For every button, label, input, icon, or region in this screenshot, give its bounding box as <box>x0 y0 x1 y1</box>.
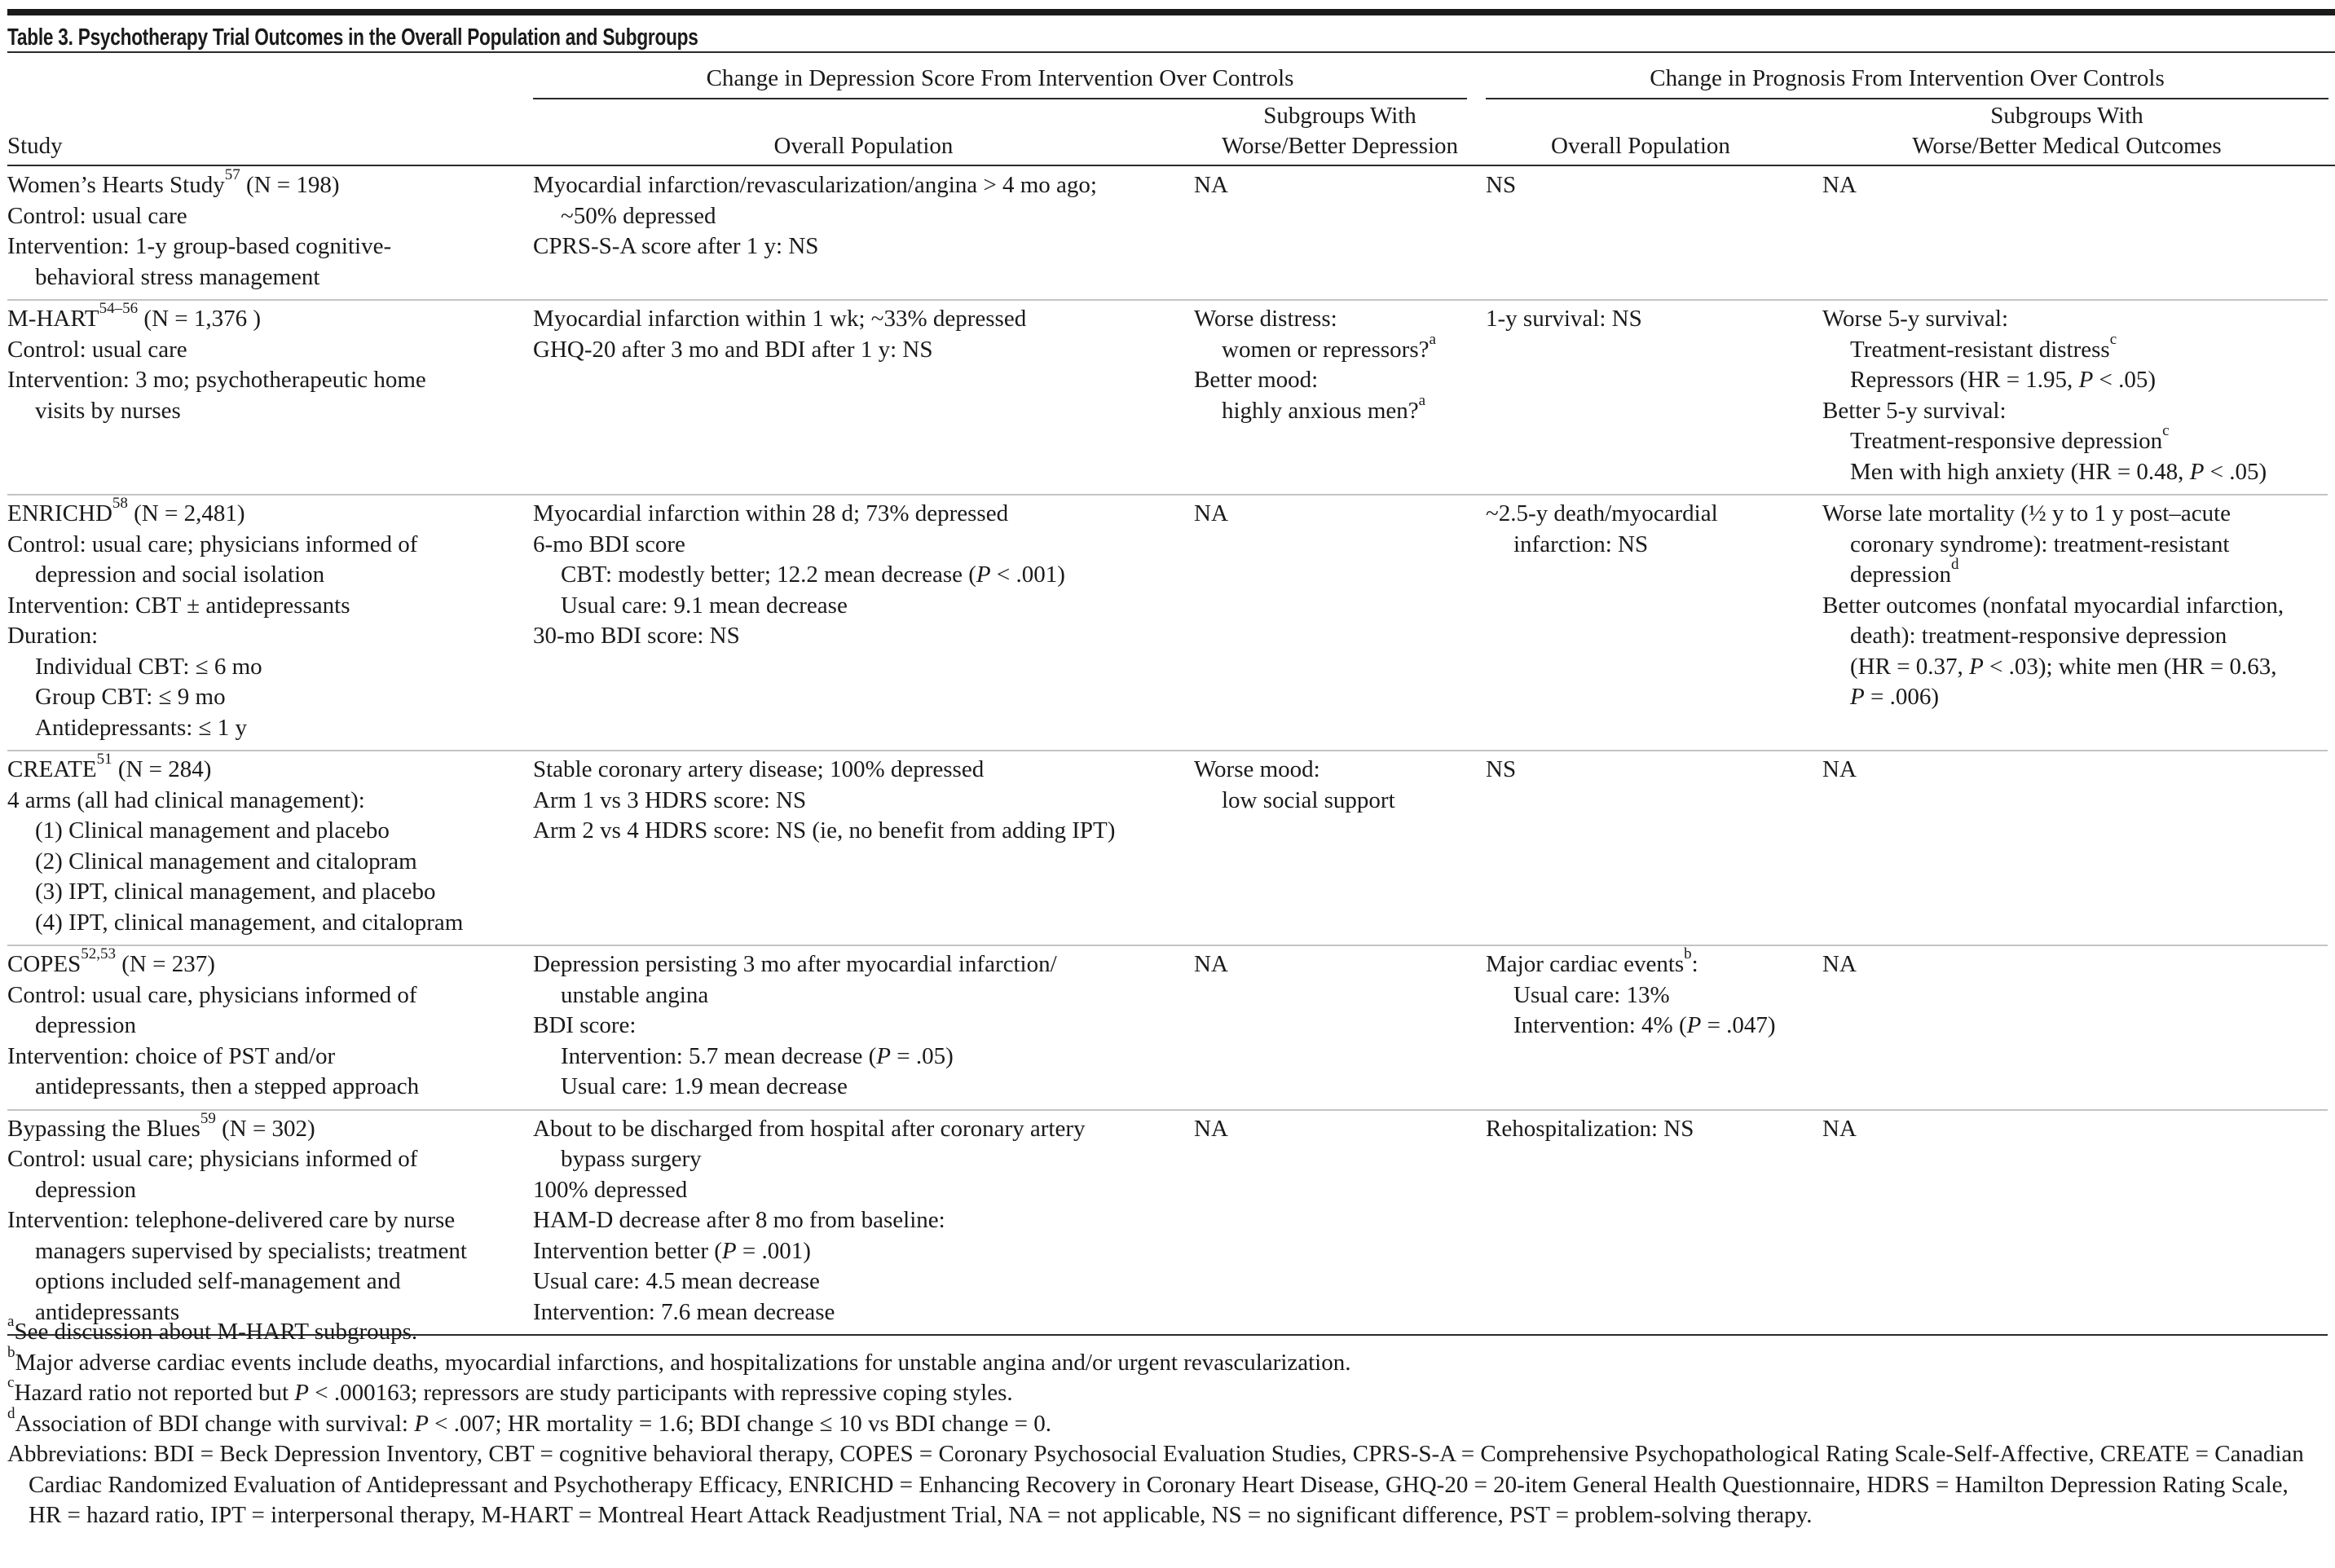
cell-line <box>533 170 1194 201</box>
group-rule-depression <box>533 98 1467 99</box>
cell-line <box>7 980 533 1011</box>
footnote <box>7 1404 2322 1440</box>
table-row <box>7 300 2328 495</box>
text: Arm 1 vs 3 HDRS score: NS <box>533 786 807 813</box>
top-thick-rule <box>7 9 2335 15</box>
text: (N = 1,376 ) <box>138 306 262 332</box>
text: (N = 284) <box>112 756 212 782</box>
italic-symbol: P <box>2078 367 2094 393</box>
cell-prog-overall <box>1486 1110 1822 1336</box>
text: Intervention: 4% ( <box>1513 1012 1687 1038</box>
text: depression <box>1850 562 1952 588</box>
cell-line <box>1194 1114 1486 1145</box>
cell-line <box>533 1205 1194 1236</box>
text: CREATE <box>7 756 97 782</box>
cell-prog-subgroups <box>1822 300 2328 495</box>
cell-line <box>7 1011 533 1042</box>
italic-symbol: P <box>1850 684 1865 710</box>
text: : <box>1691 951 1698 977</box>
text: Better 5-y survival: <box>1822 397 2007 424</box>
cell-line <box>7 560 533 591</box>
text: Association of BDI change with survival: <box>15 1410 415 1437</box>
text: NA <box>1822 1115 1857 1142</box>
cell-prog-overall <box>1486 495 1822 751</box>
text: 100% depressed <box>533 1176 688 1203</box>
cell-line <box>7 1072 533 1103</box>
cell-line <box>1194 365 1486 396</box>
text: NA <box>1822 756 1857 782</box>
column-header-study: Study <box>7 133 63 159</box>
cell-line <box>1194 949 1486 980</box>
cell-dep-subgroups <box>1194 300 1486 495</box>
footnote-ref: 59 <box>200 1109 216 1127</box>
cell-line <box>7 1042 533 1072</box>
cell-line <box>1486 530 1822 561</box>
table-title: Table 3. Psychotherapy Trial Outcomes in the Overall Population and Subgroups <box>7 24 698 51</box>
cell-study <box>7 1110 533 1336</box>
cell-line <box>533 816 1194 847</box>
table-row <box>7 751 2328 945</box>
text: low social support <box>1222 786 1395 813</box>
text: NS <box>1486 172 1517 198</box>
cell-prog-overall <box>1486 751 1822 945</box>
header-rule <box>7 165 2335 166</box>
footnote-ref: 57 <box>224 166 240 183</box>
cell-study <box>7 945 533 1110</box>
footnote-ref: c <box>7 1374 15 1391</box>
cell-line <box>1822 621 2328 652</box>
text: Intervention: 3 mo; psychotherapeutic home <box>7 367 426 393</box>
text: Usual care: 9.1 mean decrease <box>561 592 848 619</box>
column-header-dep-overall: Overall Population <box>773 133 954 159</box>
cell-line <box>1486 170 1822 201</box>
cell-line <box>1822 591 2328 622</box>
text: (1) Clinical management and placebo <box>35 817 390 843</box>
cell-line <box>533 1236 1194 1267</box>
text: death): treatment-responsive depression <box>1850 623 2227 649</box>
cell-line <box>1486 980 1822 1011</box>
cell-line <box>7 201 533 232</box>
text: CBT: modestly better; 12.2 mean decrease ( <box>561 562 976 588</box>
text: antidepressants <box>35 1298 180 1325</box>
cell-line <box>1486 945 1822 980</box>
text: ENRICHD <box>7 500 112 526</box>
footnote <box>7 1313 2322 1348</box>
cell-prog-overall <box>1486 300 1822 495</box>
cell-line <box>533 530 1194 561</box>
cell-line <box>1822 396 2328 427</box>
text: NA <box>1822 172 1857 198</box>
text: Worse 5-y survival: <box>1822 306 2009 332</box>
text: Intervention: 7.6 mean decrease <box>533 1298 835 1325</box>
text: Control: usual care, physicians informed of <box>7 981 417 1008</box>
cell-line <box>1822 755 2328 786</box>
text: = .001) <box>736 1237 811 1264</box>
cell-line <box>7 786 533 817</box>
column-header-dep-subgroups-line2: Worse/Better Depression <box>1222 133 1458 159</box>
cell-line <box>1194 304 1486 335</box>
text: Control: usual care <box>7 202 187 229</box>
title-rule <box>7 51 2335 53</box>
cell-dep-overall <box>533 1110 1194 1336</box>
cell-line <box>7 682 533 713</box>
cell-prog-subgroups <box>1822 945 2328 1110</box>
cell-line <box>533 1072 1194 1103</box>
cell-line <box>533 591 1194 622</box>
footnote-ref: a <box>7 1313 15 1330</box>
cell-line <box>7 908 533 939</box>
text: antidepressants, then a stepped approach <box>35 1073 420 1099</box>
text: Treatment-resistant distress <box>1850 336 2110 363</box>
text: < .000163; repressors are study participants with repressive coping styles. <box>309 1380 1013 1406</box>
footnote-ref: c <box>2162 422 2170 439</box>
text: Stable coronary artery disease; 100% depressed <box>533 756 985 782</box>
footnote-ref: b <box>7 1343 15 1361</box>
cell-dep-subgroups <box>1194 945 1486 1110</box>
cell-prog-subgroups <box>1822 751 2328 945</box>
cell-dep-overall <box>533 495 1194 751</box>
cell-line <box>7 652 533 683</box>
text: CPRS-S-A score after 1 y: NS <box>533 233 819 259</box>
cell-line <box>533 755 1194 786</box>
cell-study <box>7 751 533 945</box>
cell-line <box>1194 170 1486 201</box>
text: NA <box>1822 951 1857 977</box>
text: M-HART <box>7 306 99 332</box>
text: Worse late mortality (½ y to 1 y post–acute <box>1822 500 2231 526</box>
cell-dep-subgroups <box>1194 751 1486 945</box>
cell-line <box>7 1266 533 1297</box>
cell-line <box>533 335 1194 366</box>
cell-line <box>533 201 1194 232</box>
text: = .047) <box>1701 1012 1776 1038</box>
cell-line <box>1822 499 2328 530</box>
cell-line <box>533 499 1194 530</box>
text: Control: usual care <box>7 336 187 363</box>
text: Intervention better ( <box>533 1237 722 1264</box>
text: Hazard ratio not reported but <box>14 1380 295 1406</box>
italic-symbol: P <box>976 562 991 588</box>
footnote-ref: 51 <box>96 751 112 768</box>
cell-line <box>7 1205 533 1236</box>
text: Myocardial infarction/revascularization/angina > 4 mo ago; <box>533 172 1097 198</box>
text: 4 arms (all had clinical management): <box>7 786 365 813</box>
outcomes-table <box>7 167 2328 1336</box>
abbreviations: Abbreviations: BDI = Beck Depression Inventory, CBT = cognitive behavioral therapy, COPES = Coronary Psychosocial Evaluation Studies, CPRS-S-A = Comprehensive Psychopathological Rating Scale-Self-Affective, CREATE = Canadian Cardiac Randomized Evaluation of Antidepressant and Psychotherapy Efficacy, ENRICHD = Enhancing Recovery in Coronary Heart Disease, GHQ-20 = 20-item General Health Questionnaire, HDRS = Hamilton Depression Rating Scale, HR = hazard ratio, IPT = interpersonal therapy, M-HART = Montreal Heart Attack Readjustment Trial, NA = not applicable, NS = no significant difference, PST = problem-solving therapy. <box>7 1441 2304 1528</box>
italic-symbol: P <box>876 1042 892 1069</box>
cell-line <box>7 847 533 878</box>
cell-line <box>1822 530 2328 561</box>
cell-study <box>7 167 533 300</box>
cell-line <box>533 1144 1194 1175</box>
cell-line <box>7 1236 533 1267</box>
table-row <box>7 495 2328 751</box>
cell-study <box>7 495 533 751</box>
footnote-ref: d <box>7 1404 15 1422</box>
text: Duration: <box>7 623 99 649</box>
text: managers supervised by specialists; treatment <box>35 1237 467 1264</box>
cell-line <box>533 304 1194 335</box>
text: Depression persisting 3 mo after myocardial infarction/ <box>533 951 1057 977</box>
text: Control: usual care; physicians informed of <box>7 1146 418 1172</box>
text: Intervention: 1-y group-based cognitive- <box>7 233 392 259</box>
text: Worse distress: <box>1194 306 1337 332</box>
table-row <box>7 167 2328 300</box>
footnote-ref: a <box>1418 391 1426 409</box>
text: < .03); white men (HR = 0.63, <box>1983 653 2277 680</box>
text: Major adverse cardiac events include deaths, myocardial infarctions, and hospitalizations for unstable angina and/or urgent revascularization. <box>15 1349 1351 1376</box>
table-footer <box>7 1313 2322 1531</box>
text: coronary syndrome): treatment-resistant <box>1850 531 2230 557</box>
cell-study <box>7 300 533 495</box>
text: Intervention: CBT ± antidepressants <box>7 592 350 619</box>
cell-prog-subgroups <box>1822 495 2328 751</box>
text: unstable angina <box>561 981 709 1008</box>
cell-line <box>533 1266 1194 1297</box>
text: < .05) <box>2093 367 2157 393</box>
text: Repressors (HR = 1.95, <box>1850 367 2079 393</box>
text: < .001) <box>990 562 1065 588</box>
cell-line <box>533 949 1194 980</box>
text: Rehospitalization: NS <box>1486 1115 1694 1142</box>
cell-line <box>533 1011 1194 1042</box>
text: depression <box>35 1176 137 1203</box>
text: NA <box>1194 1115 1228 1142</box>
text: depression <box>35 1012 137 1038</box>
italic-symbol: P <box>2189 458 2205 485</box>
text: Intervention: telephone-delivered care by nurse <box>7 1207 456 1233</box>
cell-line <box>7 262 533 293</box>
text: Usual care: 13% <box>1513 981 1670 1008</box>
italic-symbol: P <box>1686 1012 1702 1038</box>
text: (3) IPT, clinical management, and placebo <box>35 879 436 905</box>
footnote-ref: 58 <box>112 495 128 512</box>
text: HAM-D decrease after 8 mo from baseline: <box>533 1207 945 1233</box>
footnote <box>7 1343 2322 1379</box>
text: infarction: NS <box>1513 531 1649 557</box>
cell-dep-overall <box>533 751 1194 945</box>
cell-line <box>1194 330 1486 366</box>
text: NA <box>1194 951 1228 977</box>
cell-line <box>7 1144 533 1175</box>
column-header-prog-subgroups-line1: Subgroups With <box>1990 103 2143 129</box>
text: = .05) <box>891 1042 954 1069</box>
text: NA <box>1194 172 1228 198</box>
cell-line <box>1822 457 2328 488</box>
cell-line <box>7 166 533 201</box>
cell-line <box>1486 1114 1822 1145</box>
text: Worse mood: <box>1194 756 1320 782</box>
cell-line <box>7 530 533 561</box>
cell-line <box>7 877 533 908</box>
column-header-prog-subgroups-line2: Worse/Better Medical Outcomes <box>1912 133 2222 159</box>
text: Women’s Hearts Study <box>7 172 225 198</box>
text: COPES <box>7 951 82 977</box>
cell-line <box>1194 755 1486 786</box>
text: < .05) <box>2204 458 2267 485</box>
cell-prog-overall <box>1486 945 1822 1110</box>
cell-line <box>1486 755 1822 786</box>
footnote-ref: b <box>1684 945 1692 962</box>
italic-symbol: P <box>414 1410 429 1437</box>
cell-line <box>7 751 533 786</box>
cell-line <box>1822 556 2328 591</box>
table-row <box>7 945 2328 1110</box>
cell-dep-overall <box>533 300 1194 495</box>
cell-line <box>1822 949 2328 980</box>
text: options included self-management and <box>35 1268 401 1294</box>
cell-prog-overall <box>1486 167 1822 300</box>
text: visits by nurses <box>35 397 181 424</box>
cell-dep-overall <box>533 167 1194 300</box>
cell-line <box>7 495 533 530</box>
text: Antidepressants: ≤ 1 y <box>35 714 247 741</box>
column-header-prog-overall: Overall Population <box>1551 133 1730 159</box>
text: (4) IPT, clinical management, and citalopram <box>35 909 464 936</box>
text: About to be discharged from hospital after coronary artery <box>533 1115 1086 1142</box>
cell-line <box>533 786 1194 817</box>
cell-line <box>7 713 533 744</box>
text: Treatment-responsive depression <box>1850 428 2163 454</box>
italic-symbol: P <box>294 1380 309 1406</box>
cell-line <box>1822 652 2328 683</box>
cell-line <box>7 621 533 652</box>
cell-line <box>7 231 533 262</box>
text: NS <box>1486 756 1517 782</box>
text: < .007; HR mortality = 1.6; BDI change ≤ 10 vs BDI change = 0. <box>428 1410 1052 1437</box>
cell-line <box>7 365 533 396</box>
italic-symbol: P <box>721 1237 737 1264</box>
text: Usual care: 4.5 mean decrease <box>533 1268 820 1294</box>
text: Bypassing the Blues <box>7 1115 200 1142</box>
cell-dep-subgroups <box>1194 495 1486 751</box>
cell-line <box>1194 499 1486 530</box>
text: Myocardial infarction within 28 d; 73% depressed <box>533 500 1009 526</box>
cell-line <box>1822 304 2328 335</box>
cell-line <box>1822 422 2328 457</box>
cell-line <box>7 591 533 622</box>
text: Intervention: 5.7 mean decrease ( <box>561 1042 877 1069</box>
text: Arm 2 vs 4 HDRS score: NS (ie, no benefit from adding IPT) <box>533 817 1116 843</box>
cell-line <box>7 816 533 847</box>
text: Usual care: 1.9 mean decrease <box>561 1073 848 1099</box>
text: NA <box>1194 500 1228 526</box>
text: Myocardial infarction within 1 wk; ~33% depressed <box>533 306 1027 332</box>
text: ~2.5-y death/myocardial <box>1486 500 1718 526</box>
text: (N = 198) <box>240 172 340 198</box>
cell-line <box>1822 1114 2328 1145</box>
cell-line <box>7 1175 533 1206</box>
italic-symbol: P <box>1969 653 1984 680</box>
text: Better outcomes (nonfatal myocardial infarction, <box>1822 592 2284 619</box>
cell-line <box>533 231 1194 262</box>
text: women or repressors? <box>1222 336 1430 363</box>
footnote-ref: d <box>1951 556 1959 573</box>
text: See discussion about M-HART subgroups. <box>14 1319 418 1345</box>
cell-line <box>1486 304 1822 335</box>
text: Major cardiac events <box>1486 951 1685 977</box>
group-header-prognosis: Change in Prognosis From Intervention Over Controls <box>1650 65 2165 91</box>
text: Group CBT: ≤ 9 mo <box>35 684 226 710</box>
text: Individual CBT: ≤ 6 mo <box>35 653 262 680</box>
text: ~50% depressed <box>561 202 716 229</box>
footnote-ref: c <box>2109 330 2117 348</box>
text: 30-mo BDI score: NS <box>533 623 740 649</box>
cell-line <box>533 621 1194 652</box>
text: 1-y survival: NS <box>1486 306 1642 332</box>
footnote-ref: 52,53 <box>81 945 117 962</box>
text: depression and social isolation <box>35 562 325 588</box>
footnote-ref: 54–56 <box>99 300 139 317</box>
footnote <box>7 1374 2322 1409</box>
cell-line <box>1822 330 2328 366</box>
text: (HR = 0.37, <box>1850 653 1970 680</box>
text: (N = 302) <box>215 1115 315 1142</box>
cell-line <box>533 1114 1194 1145</box>
cell-line <box>533 1175 1194 1206</box>
cell-prog-subgroups <box>1822 167 2328 300</box>
text: Control: usual care; physicians informed of <box>7 531 418 557</box>
cell-line <box>7 396 533 427</box>
cell-line <box>1486 1011 1822 1042</box>
cell-line <box>1822 365 2328 396</box>
text: = .006) <box>1864 684 1939 710</box>
text: highly anxious men? <box>1222 397 1419 424</box>
text: 6-mo BDI score <box>533 531 685 557</box>
group-header-depression: Change in Depression Score From Intervention Over Controls <box>706 65 1294 91</box>
group-rule-prognosis <box>1486 98 2328 99</box>
cell-dep-subgroups <box>1194 1110 1486 1336</box>
cell-line <box>7 335 533 366</box>
text: behavioral stress management <box>35 263 320 290</box>
text: Men with high anxiety (HR = 0.48, <box>1850 458 2190 485</box>
cell-line <box>7 1109 533 1145</box>
cell-line <box>533 1042 1194 1072</box>
footnotes <box>7 1313 2322 1439</box>
cell-line <box>533 560 1194 591</box>
cell-dep-subgroups <box>1194 167 1486 300</box>
cell-prog-subgroups <box>1822 1110 2328 1336</box>
column-header-dep-subgroups-line1: Subgroups With <box>1263 103 1416 129</box>
text: bypass surgery <box>561 1146 702 1172</box>
text: BDI score: <box>533 1012 637 1038</box>
cell-line <box>1486 499 1822 530</box>
cell-line <box>7 300 533 335</box>
text: GHQ-20 after 3 mo and BDI after 1 y: NS <box>533 336 933 363</box>
text: (N = 237) <box>116 951 215 977</box>
table-body <box>7 167 2328 1335</box>
cell-dep-overall <box>533 945 1194 1110</box>
cell-line <box>1822 170 2328 201</box>
text: Better mood: <box>1194 367 1319 393</box>
cell-line <box>1194 786 1486 817</box>
text: (2) Clinical management and citalopram <box>35 848 417 874</box>
text: Intervention: choice of PST and/or <box>7 1042 336 1069</box>
cell-line <box>1194 391 1486 427</box>
text: (N = 2,481) <box>127 500 245 526</box>
table-row <box>7 1110 2328 1336</box>
cell-line <box>1822 682 2328 713</box>
cell-line <box>7 945 533 980</box>
cell-line <box>533 980 1194 1011</box>
footnote-ref: a <box>1429 330 1436 348</box>
